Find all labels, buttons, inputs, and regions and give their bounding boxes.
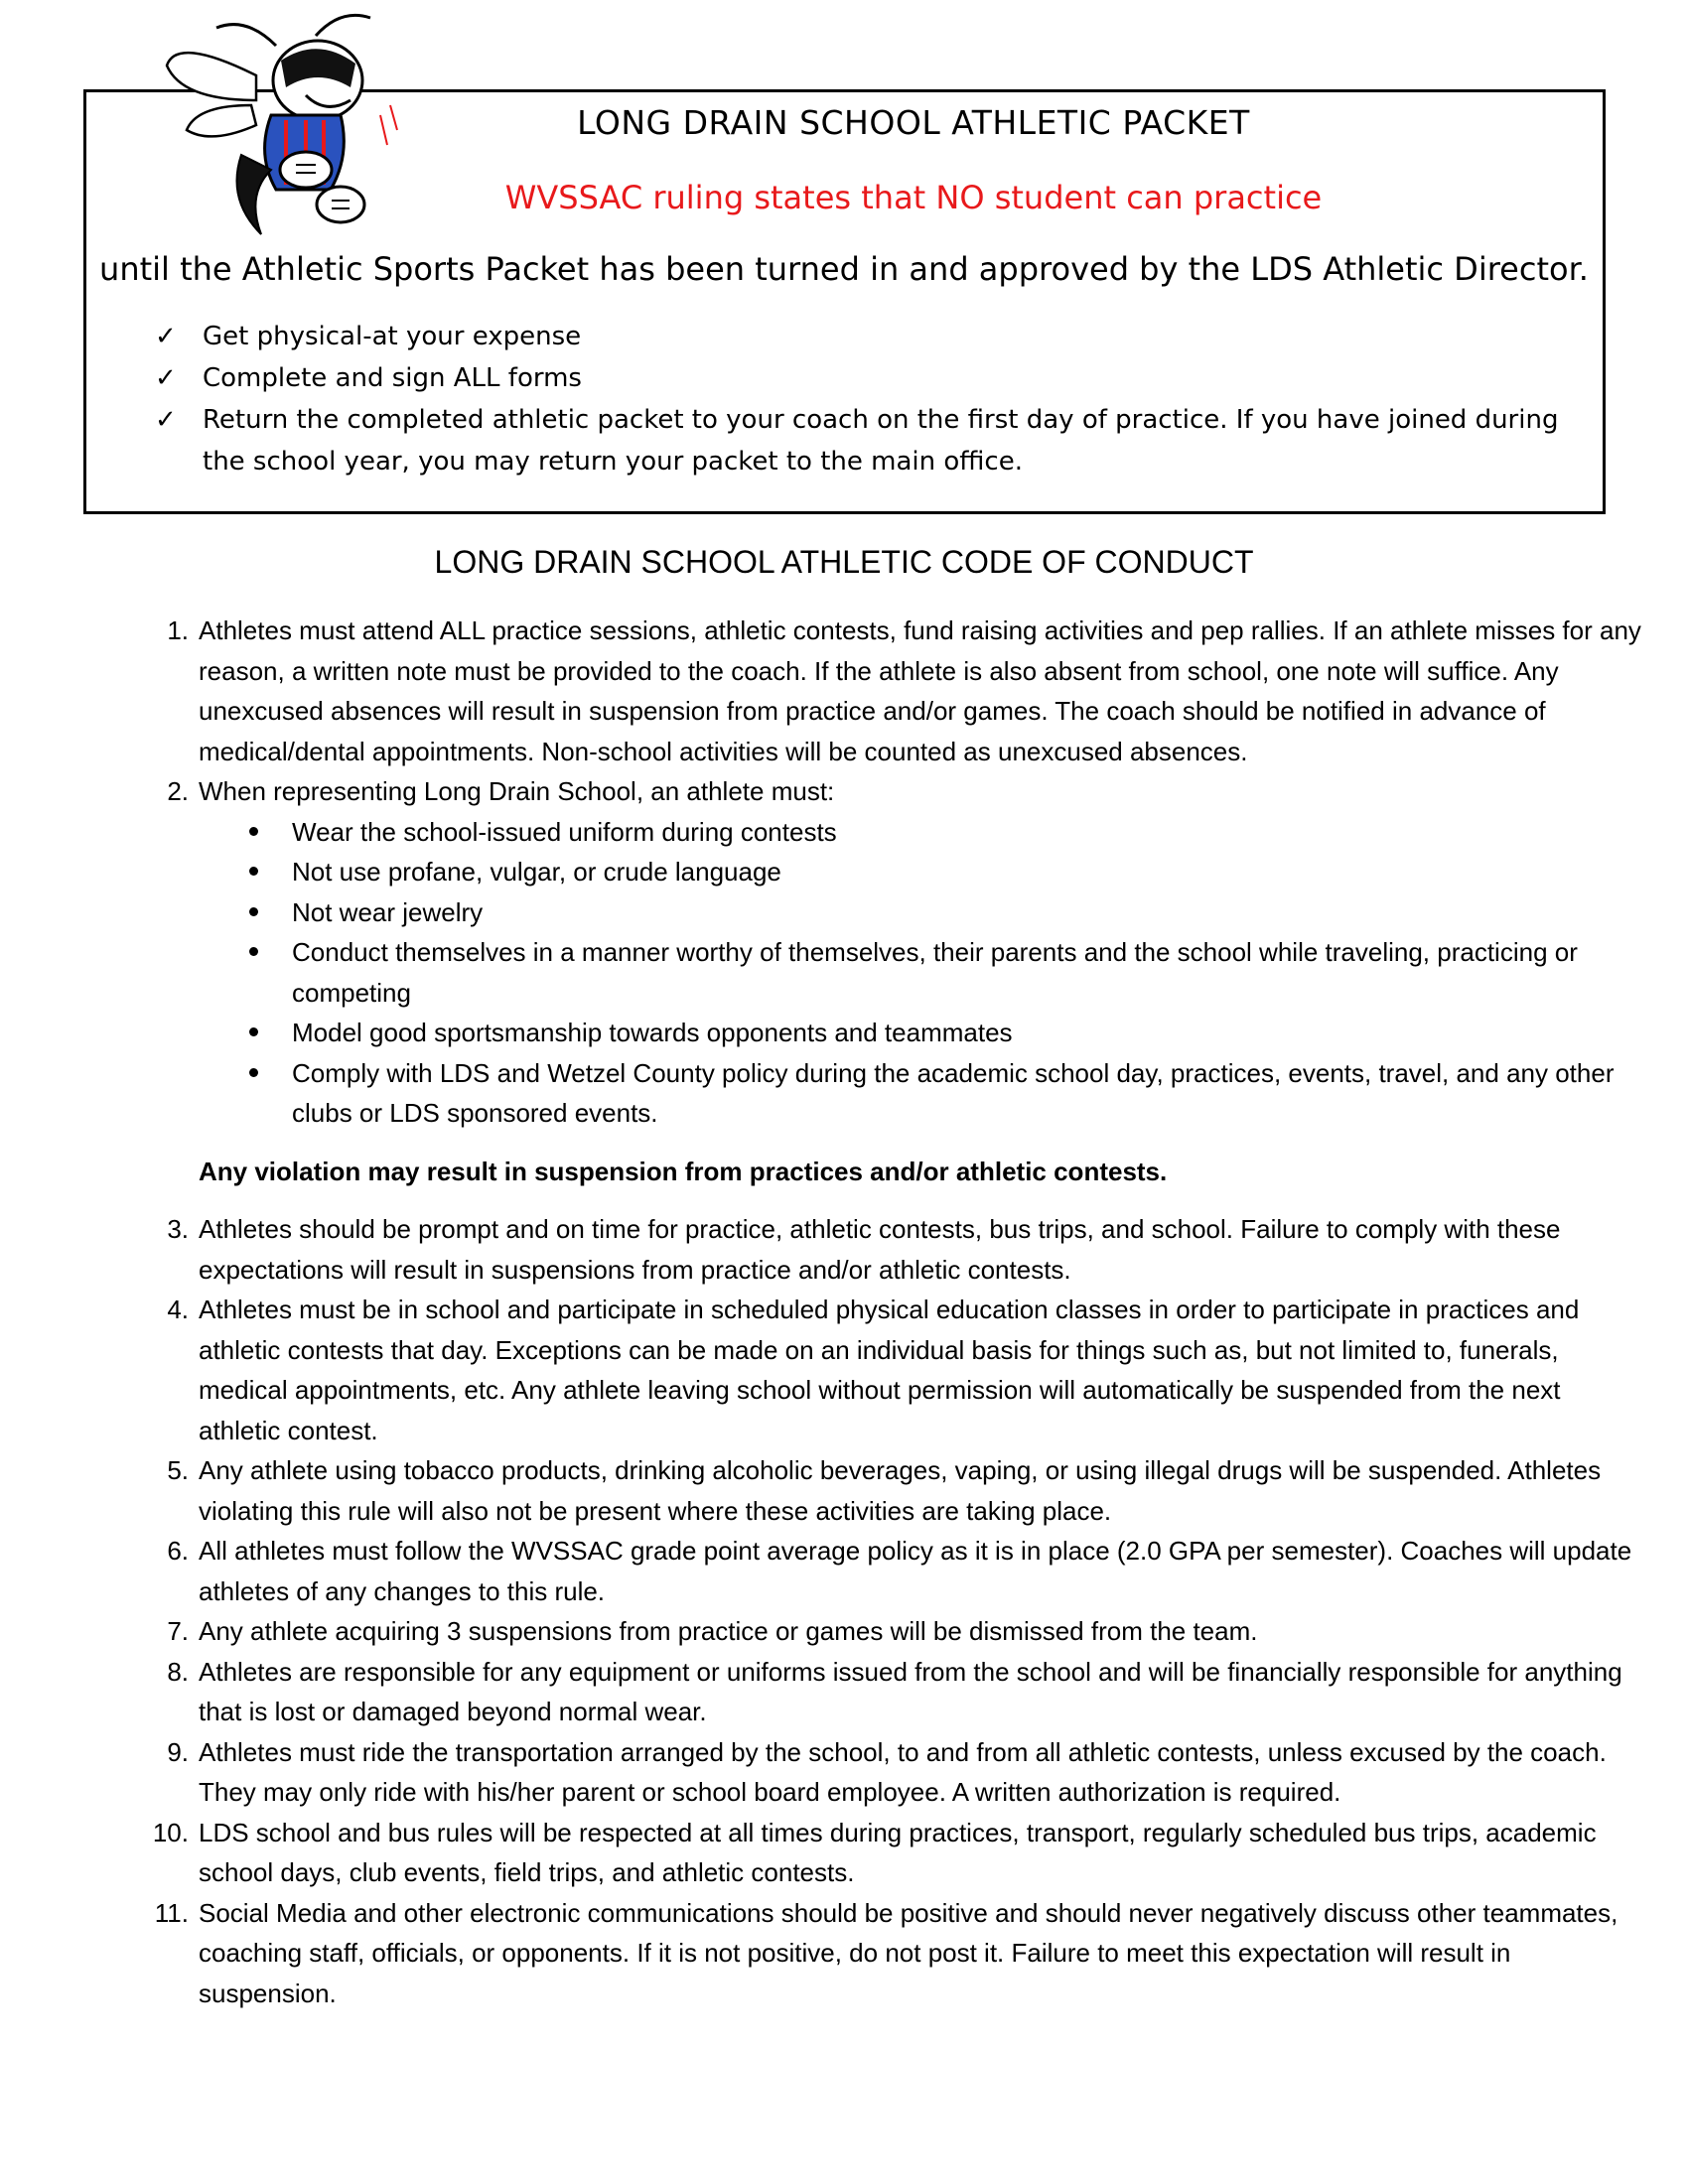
violation-note: Any violation may result in suspension from practices and/or athletic contests. — [199, 1156, 1168, 1186]
requirement-item — [292, 1013, 1648, 1053]
conduct-rule — [149, 1531, 1648, 1611]
rule-number: 1. — [167, 615, 189, 645]
bullet-icon — [249, 1068, 258, 1077]
packet-title: LONG DRAIN SCHOOL ATHLETIC PACKET — [577, 103, 1250, 142]
conduct-rule — [149, 611, 1648, 771]
code-of-conduct-title: LONG DRAIN SCHOOL ATHLETIC CODE OF CONDUCT — [434, 544, 1254, 580]
conduct-rule — [149, 1450, 1648, 1531]
wvssac-ruling: WVSSAC ruling states that NO student can practice — [504, 179, 1323, 216]
conduct-rule — [149, 1652, 1648, 1732]
rule-text: When representing Long Drain School, an athlete must: — [199, 776, 835, 806]
requirement-text: Conduct themselves in a manner worthy of themselves, their parents and the school while traveling, practicing or competing — [292, 937, 1578, 1008]
rule-number: 9. — [167, 1736, 189, 1767]
packet-checklist — [149, 316, 1579, 482]
representation-requirements — [199, 812, 1648, 1134]
conduct-rules-list — [149, 611, 1648, 2013]
rule-text: Athletes must be in school and participate in scheduled physical education classes in order to participate in practices and athletic contests that day. Exceptions can be made on an individual basis for things such as, but not limited to, funerals, medical appointments, etc. Any athlete leaving school without permission will automatically be suspended from the next athletic contest. — [199, 1295, 1580, 1445]
rule-number: 2. — [167, 776, 189, 806]
rule-number: 5. — [167, 1455, 189, 1485]
checklist-item-text: Return the completed athletic packet to your coach on the first day of practice. If you have joined during the school year, you may return your packet to the main office. — [203, 405, 1559, 477]
rule-number: 11. — [154, 1897, 189, 1928]
bullet-icon — [249, 947, 258, 956]
conduct-rule — [149, 771, 1648, 1134]
conduct-rule — [149, 1732, 1648, 1813]
rule-text: Any athlete acquiring 3 suspensions from practice or games will be dismissed from the team. — [199, 1616, 1258, 1646]
checklist-item-text: Complete and sign ALL forms — [203, 363, 582, 393]
rule-number: 10. — [152, 1817, 189, 1847]
rule-text: Athletes must attend ALL practice sessions, athletic contests, fund raising activities and pep rallies. If an athlete misses for any reason, a written note must be provided to the coach. If the athlete is also absent from school, one note will suffice. Any unexcused absences will result in suspension from practice and/or games. The coach should be notified in advance of medical/dental appointments. Non-school activities will be counted as unexcused absences. — [199, 615, 1641, 766]
requirement-item — [292, 812, 1648, 853]
rule-number: 4. — [167, 1295, 189, 1324]
requirement-item — [292, 892, 1648, 933]
requirement-item — [292, 1053, 1648, 1134]
checkmark-icon: ✓ — [155, 322, 177, 351]
conduct-rule — [149, 1611, 1648, 1652]
rule-number: 7. — [167, 1616, 189, 1646]
requirement-text: Wear the school-issued uniform during contests — [292, 816, 837, 847]
approval-requirement: until the Athletic Sports Packet has been turned in and approved by the LDS Athletic Director. — [99, 250, 1589, 288]
bullet-icon — [249, 1027, 258, 1036]
conduct-rule — [149, 1813, 1648, 1893]
requirement-text: Model good sportsmanship towards opponents and teammates — [292, 1018, 1013, 1047]
rule-text: Social Media and other electronic communications should be positive and should never negatively discuss other teammates, coaching staff, officials, or opponents. If it is not positive, do not post it. Failure to meet this expectation will result in suspension. — [199, 1897, 1618, 2008]
conduct-rule — [149, 1290, 1648, 1450]
checkmark-icon: ✓ — [155, 405, 177, 435]
checklist-item — [149, 357, 1579, 399]
checklist-item-text: Get physical-at your expense — [203, 322, 582, 351]
requirement-item — [292, 932, 1648, 1013]
conduct-rule — [149, 1209, 1648, 1290]
rule-text: Athletes must ride the transportation arranged by the school, to and from all athletic contests, unless excused by the coach. They may only ride with his/her parent or school board employee. A written authorization is required. — [199, 1736, 1607, 1807]
checkmark-icon: ✓ — [155, 363, 177, 393]
bullet-icon — [249, 907, 258, 916]
rule-number: 3. — [167, 1214, 189, 1244]
rule-text: Athletes are responsible for any equipment or uniforms issued from the school and will be financially responsible for anything that is lost or damaged beyond normal wear. — [199, 1656, 1622, 1726]
requirement-text: Comply with LDS and Wetzel County policy during the academic school day, practices, events, travel, and any other clubs or LDS sponsored events. — [292, 1057, 1615, 1128]
requirement-text: Not wear jewelry — [292, 896, 484, 927]
rule-number: 8. — [167, 1656, 189, 1687]
requirement-text: Not use profane, vulgar, or crude language — [292, 857, 781, 887]
rule-text: Any athlete using tobacco products, drinking alcoholic beverages, vaping, or using illegal drugs will be suspended. Athletes violating this rule will also not be present where these activities are taking place. — [199, 1455, 1602, 1526]
rule-number: 6. — [167, 1536, 189, 1566]
requirement-item — [292, 852, 1648, 892]
rule-text: Athletes should be prompt and on time for practice, athletic contests, bus trips, and school. Failure to comply with these expectations will result in suspensions from practice and/or athletic contests. — [199, 1214, 1561, 1285]
rule-text: LDS school and bus rules will be respected at all times during practices, transport, regularly scheduled bus trips, academic school days, club events, field trips, and athletic contests. — [199, 1817, 1597, 1887]
conduct-rule — [149, 1893, 1648, 2014]
checklist-item — [149, 316, 1579, 357]
rule-text: All athletes must follow the WVSSAC grade point average policy as it is in place (2.0 GPA per semester). Coaches will update athletes of any changes to this rule. — [199, 1536, 1632, 1606]
hornet-mascot-icon — [157, 6, 405, 244]
checklist-item — [149, 399, 1579, 482]
bullet-icon — [249, 867, 258, 876]
bullet-icon — [249, 827, 258, 836]
